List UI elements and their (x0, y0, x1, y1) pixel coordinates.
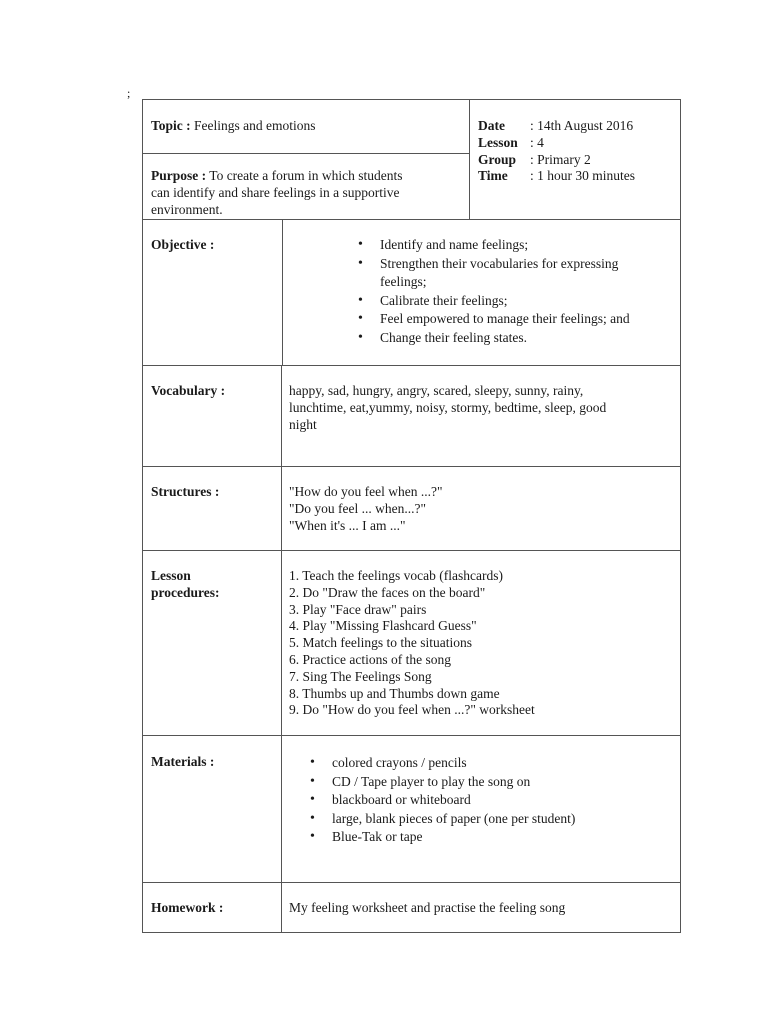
structures-label: Structures : (151, 484, 220, 499)
topic-cell (151, 118, 461, 134)
topic-label: Topic : (151, 118, 191, 133)
meta-lesson (478, 135, 678, 152)
header-bottom-line (142, 219, 681, 220)
vocabulary-line: night (289, 416, 317, 432)
column-divider (282, 219, 283, 366)
procedure-step: 9. Do "How do you feel when ...?" worksheet (289, 702, 535, 718)
structure-line: "When it's ... I am ..." (289, 517, 406, 533)
homework-value: My feeling worksheet and practise the feeling song (289, 900, 566, 915)
procedure-step: 8. Thumbs up and Thumbs down game (289, 685, 500, 701)
column-divider (281, 365, 282, 933)
purpose-line: can identify and share feelings in a supportive (151, 184, 400, 200)
objective-item: • Calibrate their feelings; (353, 292, 678, 311)
stray-mark: ; (127, 86, 131, 100)
meta-value: : Primary 2 (530, 151, 591, 167)
procedure-step: 2. Do "Draw the faces on the board" (289, 584, 486, 600)
lesson-plan-table (142, 99, 681, 933)
objective-label: Objective : (151, 237, 215, 252)
procedure-step: 1. Teach the feelings vocab (flashcards) (289, 568, 503, 583)
material-item: • blackboard or whiteboard (305, 791, 675, 810)
procedure-step: 3. Play "Face draw" pairs (289, 601, 427, 617)
structure-line: "How do you feel when ...?" (289, 484, 443, 499)
structure-line: "Do you feel ... when...?" (289, 500, 426, 516)
purpose-line: To create a forum in which students (209, 168, 403, 183)
procedure-step: 5. Match feelings to the situations (289, 635, 472, 651)
vocabulary-line: lunchtime, eat,yummy, noisy, stormy, bedtime, sleep, good (289, 399, 607, 415)
row-divider (142, 550, 681, 551)
purpose-cell (151, 168, 463, 218)
objective-list (353, 236, 678, 347)
material-item: • large, blank pieces of paper (one per student) (305, 810, 675, 829)
procedures-list (289, 568, 674, 719)
material-item: • Blue-Tak or tape (305, 828, 675, 847)
homework-label: Homework : (151, 900, 224, 915)
vocabulary-line: happy, sad, hungry, angry, scared, sleepy, sunny, rainy, (289, 383, 584, 398)
meta-key: Date (478, 118, 505, 133)
row-divider (142, 882, 681, 883)
topic-divider (142, 153, 469, 154)
meta-date (478, 118, 678, 135)
procedures-label: Lesson procedures: (151, 568, 220, 600)
material-item: • CD / Tape player to play the song on (305, 773, 675, 792)
meta-value: : 1 hour 30 minutes (530, 168, 635, 184)
procedure-step: 7. Sing The Feelings Song (289, 668, 432, 684)
materials-label: Materials : (151, 754, 215, 769)
materials-list (305, 754, 675, 847)
meta-group (478, 152, 678, 169)
row-divider (142, 735, 681, 736)
objective-item: • Identify and name feelings; (353, 236, 678, 255)
row-divider (142, 466, 681, 467)
procedure-step: 6. Practice actions of the song (289, 651, 451, 667)
vocabulary-label: Vocabulary : (151, 383, 226, 398)
meta-value: : 14th August 2016 (530, 118, 634, 133)
header-divider (469, 99, 470, 220)
purpose-line: environment. (151, 201, 223, 217)
meta-value: : 4 (530, 134, 544, 150)
material-item: • colored crayons / pencils (305, 754, 675, 773)
row-divider (142, 365, 681, 366)
meta-time (478, 168, 678, 185)
objective-item: • Strengthen their vocabularies for expressing feelings; (353, 255, 678, 292)
meta-key: Time (478, 168, 508, 184)
purpose-label: Purpose : (151, 168, 207, 183)
topic-value: Feelings and emotions (194, 118, 316, 133)
lesson-meta (478, 118, 678, 185)
meta-key: Group (478, 151, 517, 167)
vocabulary-text (289, 383, 674, 433)
procedure-step: 4. Play "Missing Flashcard Guess" (289, 618, 477, 634)
meta-key: Lesson (478, 134, 518, 150)
objective-item: • Feel empowered to manage their feelings; and (353, 310, 678, 329)
structures-text (289, 484, 674, 534)
objective-item: • Change their feeling states. (353, 329, 678, 348)
